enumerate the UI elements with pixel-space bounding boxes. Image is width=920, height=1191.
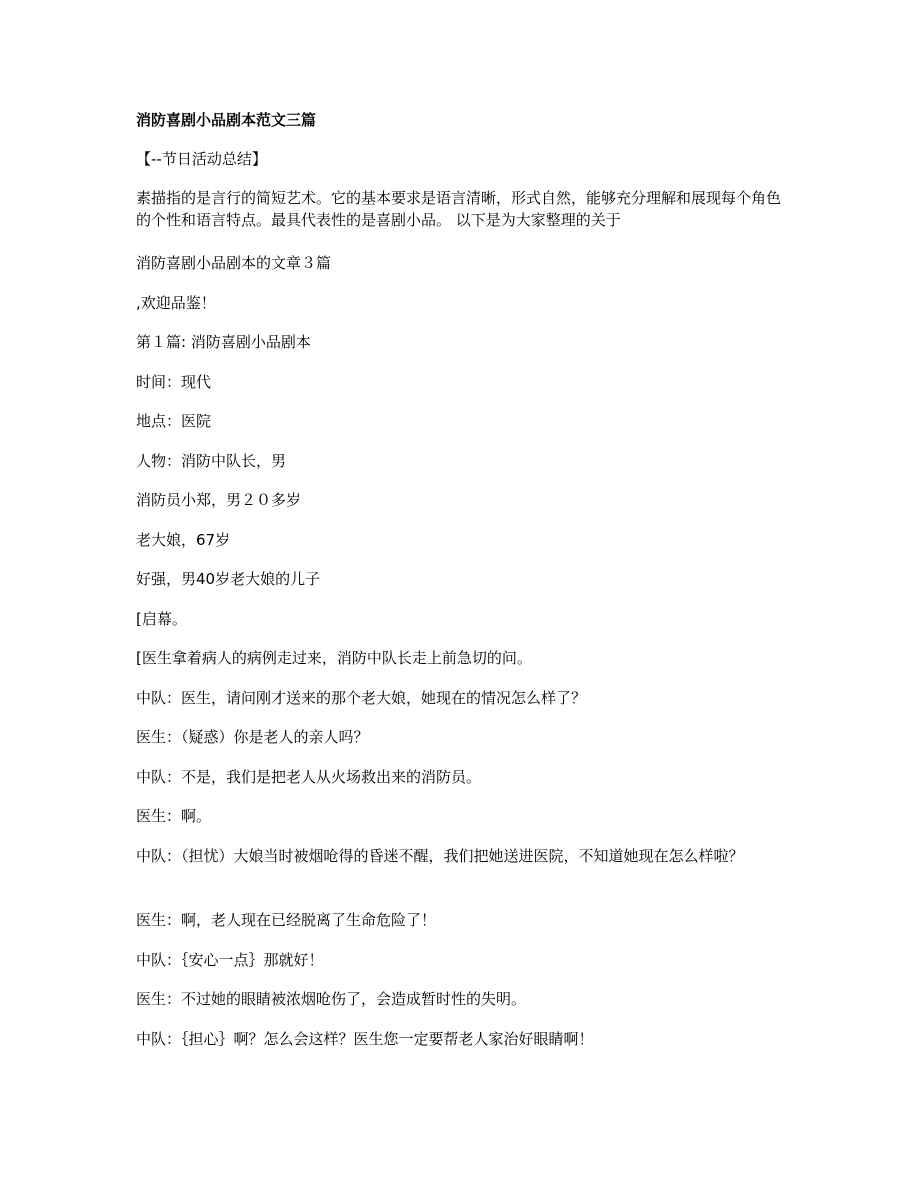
dialogue-line: 医生：啊。 [136,807,212,825]
character-line: 消防员小郑，男２０多岁 [136,491,302,509]
dialogue-line: 医生：（疑惑）你是老人的亲人吗？ [136,728,369,746]
character-line: 老大娘，67岁 [136,531,231,549]
stage-open-line: [启幕。 [136,610,187,628]
article-count-line: 消防喜剧小品剧本的文章３篇 [136,254,332,272]
dialogue-line: 中队：医生，请问刚才送来的那个老大娘，她现在的情况怎么样了？ [136,689,587,707]
stage-direction-line: [医生拿着病人的病例走过来，消防中队长走上前急切的问。 [136,649,532,667]
dialogue-line: 中队：｛担心｝啊？怎么会这样？医生您一定要帮老人家治好眼睛啊！ [136,1030,594,1048]
character-line: 好强，男40岁老大娘的儿子 [136,570,321,588]
time-line: 时间：现代 [136,373,212,391]
dialogue-line: 医生：不过她的眼睛被浓烟呛伤了，会造成暂时性的失明。 [136,990,527,1008]
place-line: 地点：医院 [136,412,212,430]
characters-line: 人物：消防中队长，男 [136,452,287,470]
dialogue-line: 中队：（担忧）大娘当时被烟呛得的昏迷不醒，我们把她送进医院，不知道她现在怎么样啦？ [136,847,744,865]
category-tag: 【--节日活动总结】 [136,150,267,168]
dialogue-line: 中队：不是，我们是把老人从火场救出来的消防员。 [136,768,482,786]
intro-paragraph: 素描指的是言行的简短艺术。它的基本要求是语言清晰，形式自然，能够充分理解和展现每个角色的个性和语言特点。最具代表性的是喜剧小品。 以下是为大家整理的关于 [136,189,782,229]
dialogue-line: 中队：｛安心一点｝那就好！ [136,951,324,969]
dialogue-line: 医生：啊，老人现在已经脱离了生命危险了！ [136,911,437,929]
document-title: 消防喜剧小品剧本范文三篇 [136,111,317,129]
chapter-title: 第１篇: 消防喜剧小品剧本 [136,333,311,351]
welcome-line: ,欢迎品鉴！ [136,294,216,312]
